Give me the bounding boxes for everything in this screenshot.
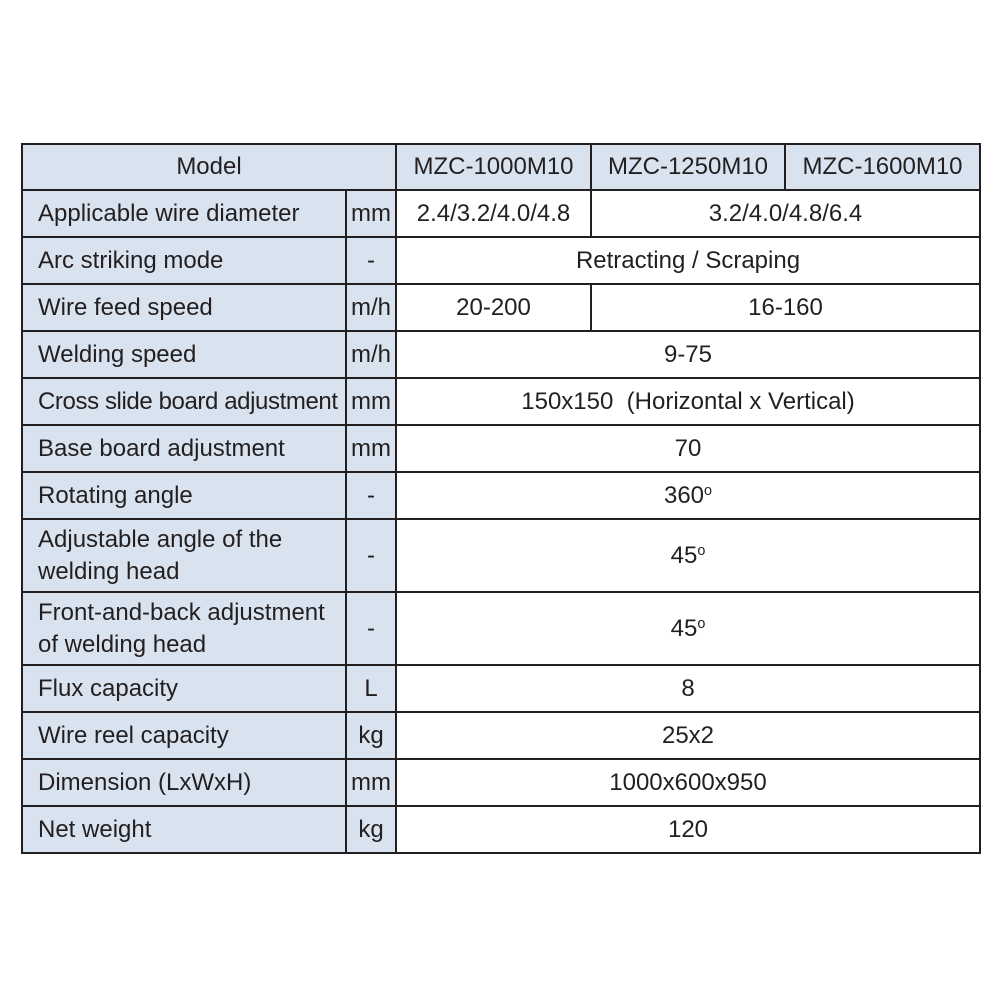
model-1000: MZC-1000M10 [396,144,591,190]
row-unit: - [346,237,396,284]
row-unit: mm [346,759,396,806]
row-label: Rotating angle [22,472,346,519]
row-label: Cross slide board adjustment [22,378,346,425]
row-value: 16-160 [591,284,980,331]
table-row [22,190,980,237]
label-line: Adjustable angle of the [38,526,283,554]
row-label [22,519,346,592]
value-number: 45 [670,541,698,569]
row-unit: mm [346,425,396,472]
table-row [22,592,980,665]
table-row [22,378,980,425]
table-row [22,519,980,592]
row-label: Net weight [22,806,346,853]
row-value: 8 [396,665,980,712]
row-label: Flux capacity [22,665,346,712]
row-value [396,472,980,519]
label-line: of welding head [38,630,207,658]
label-line: Front-and-back adjustment [38,599,325,627]
row-label [22,592,346,665]
table-row [22,425,980,472]
table-row [22,472,980,519]
row-label: Wire reel capacity [22,712,346,759]
row-value: 3.2/4.0/4.8/6.4 [591,190,980,237]
row-label: Dimension (LxWxH) [22,759,346,806]
row-unit: L [346,665,396,712]
table-row [22,759,980,806]
row-value: 2.4/3.2/4.0/4.8 [396,190,591,237]
row-value: 150x150 (Horizontal x Vertical) [396,378,980,425]
row-value: 20-200 [396,284,591,331]
model-1600: MZC-1600M10 [785,144,980,190]
degree-mark: o [697,616,706,632]
degree-mark: o [704,483,713,499]
row-unit: m/h [346,284,396,331]
table-row [22,237,980,284]
row-unit: kg [346,712,396,759]
row-value: 120 [396,806,980,853]
label-line: welding head [38,557,180,585]
row-value: 9-75 [396,331,980,378]
spec-table [21,143,981,854]
row-unit: - [346,592,396,665]
table-row [22,284,980,331]
row-label: Base board adjustment [22,425,346,472]
row-value: 70 [396,425,980,472]
row-value: Retracting / Scraping [396,237,980,284]
value-number: 45 [670,614,698,642]
degree-mark: o [697,543,706,559]
table-row [22,331,980,378]
row-unit: - [346,472,396,519]
row-unit: m/h [346,331,396,378]
table-row [22,806,980,853]
row-label: Arc striking mode [22,237,346,284]
row-unit: mm [346,190,396,237]
row-value: 1000x600x950 [396,759,980,806]
table-row [22,665,980,712]
row-unit: kg [346,806,396,853]
row-unit: - [346,519,396,592]
header-row [22,144,980,190]
model-1250: MZC-1250M10 [591,144,785,190]
row-value: 25x2 [396,712,980,759]
row-value [396,592,980,665]
row-unit: mm [346,378,396,425]
row-label: Welding speed [22,331,346,378]
row-label: Wire feed speed [22,284,346,331]
table-row [22,712,980,759]
row-value [396,519,980,592]
row-label: Applicable wire diameter [22,190,346,237]
model-header: Model [22,144,396,190]
value-number: 360 [663,481,705,509]
